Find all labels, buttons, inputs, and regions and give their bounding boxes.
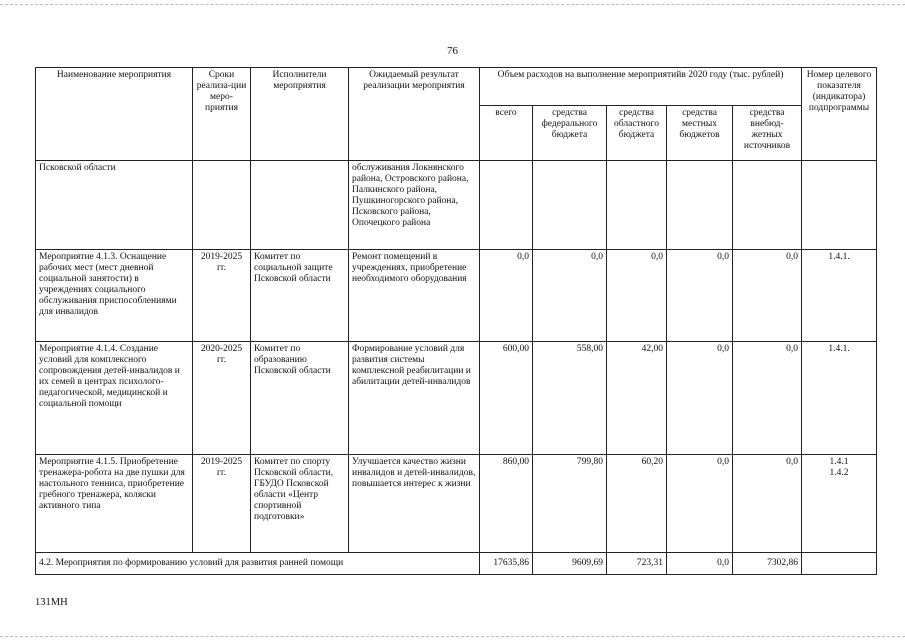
header-extra: средства внебюд-жетных источников bbox=[733, 106, 802, 161]
section-extra: 7302,86 bbox=[733, 553, 802, 575]
row-term bbox=[193, 161, 251, 250]
indicator-code: 1.4.2 bbox=[829, 468, 849, 478]
row-local bbox=[667, 161, 733, 250]
indicator-code: 1.4.1 bbox=[829, 457, 849, 467]
scan-edge-bottom bbox=[0, 636, 905, 637]
row-regional: 60,20 bbox=[607, 455, 667, 553]
header-total: всего bbox=[480, 106, 533, 161]
header-name: Наименование мероприятия bbox=[36, 68, 193, 161]
section-local: 0,0 bbox=[667, 553, 733, 575]
row-total: 860,00 bbox=[480, 455, 533, 553]
row-result: Улучшается качество жизни инвалидов и детей-инвалидов, повышается интерес к жизни bbox=[349, 455, 480, 553]
indicator-code: 1.4.1. bbox=[828, 344, 850, 354]
scan-edge-top bbox=[0, 4, 905, 5]
header-executors: Исполнители мероприятия bbox=[251, 68, 349, 161]
row-local: 0,0 bbox=[667, 342, 733, 455]
header-result: Ожидаемый результат реализации мероприятия bbox=[349, 68, 480, 161]
header-expenses: Объем расходов на выполнение мероприятийв 2020 году (тыс. рублей) bbox=[480, 68, 802, 106]
row-indicator bbox=[802, 342, 877, 455]
row-extra: 0,0 bbox=[733, 250, 802, 342]
row-extra bbox=[733, 161, 802, 250]
row-term: 2019-2025 гг. bbox=[193, 455, 251, 553]
row-term: 2020-2025 гг. bbox=[193, 342, 251, 455]
row-extra: 0,0 bbox=[733, 342, 802, 455]
indicator-code: 1.4.1. bbox=[828, 252, 850, 262]
row-executor: Комитет по спорту Псковской области, ГБУДО Псковской области «Центр спортивной подготовки» bbox=[251, 455, 349, 553]
section-total: 17635,86 bbox=[480, 553, 533, 575]
row-result: обслуживания Локнянского района, Островского района, Палкинского района, Пушкиногорского района, Псковского района, Опочецкого района bbox=[349, 161, 480, 250]
row-executor: Комитет по социальной защите Псковской области bbox=[251, 250, 349, 342]
header-row-top bbox=[36, 68, 877, 106]
row-regional: 42,00 bbox=[607, 342, 667, 455]
table-row bbox=[36, 250, 877, 342]
row-extra: 0,0 bbox=[733, 455, 802, 553]
row-term: 2019-2025 гг. bbox=[193, 250, 251, 342]
row-total: 0,0 bbox=[480, 250, 533, 342]
row-total: 600,00 bbox=[480, 342, 533, 455]
row-result: Формирование условий для развития системы комплексной реабилитации и абилитации детей-инвалидов bbox=[349, 342, 480, 455]
row-local: 0,0 bbox=[667, 455, 733, 553]
section-row bbox=[36, 553, 877, 575]
header-indicator: Номер целевого показателя (индикатора) подпрограммы bbox=[802, 68, 877, 161]
row-indicator bbox=[802, 455, 877, 553]
expenses-table bbox=[35, 67, 877, 575]
row-executor bbox=[251, 161, 349, 250]
row-name: Мероприятие 4.1.4. Создание условий для комплексного сопровождения детей-инвалидов и их семей в центрах психолого-педагогической, медицинской и социальной помощи bbox=[36, 342, 193, 455]
header-term: Сроки реализа-ции меро-приятия bbox=[193, 68, 251, 161]
header-local: средства местных бюджетов bbox=[667, 106, 733, 161]
page-number: 76 bbox=[447, 45, 458, 57]
row-federal: 558,00 bbox=[533, 342, 607, 455]
header-federal: средства федерального бюджета bbox=[533, 106, 607, 161]
row-regional: 0,0 bbox=[607, 250, 667, 342]
row-local: 0,0 bbox=[667, 250, 733, 342]
row-name: Мероприятие 4.1.5. Приобретение тренажера-робота на две пушки для настольного тенниса, приобретение гребного тренажера, коляски активного типа bbox=[36, 455, 193, 553]
document-code: 131МН bbox=[35, 597, 68, 608]
section-indicator bbox=[802, 553, 877, 575]
section-regional: 723,31 bbox=[607, 553, 667, 575]
row-indicator bbox=[802, 161, 877, 250]
row-name: Мероприятие 4.1.3. Оснащение рабочих мест (мест дневной социальной занятости) в учреждениях социального обслуживания приспособлениями для инвалидов bbox=[36, 250, 193, 342]
row-total bbox=[480, 161, 533, 250]
row-executor: Комитет по образованию Псковской области bbox=[251, 342, 349, 455]
row-federal: 799,80 bbox=[533, 455, 607, 553]
section-federal: 9609,69 bbox=[533, 553, 607, 575]
row-indicator bbox=[802, 250, 877, 342]
row-result: Ремонт помещений в учреждениях, приобретение необходимого оборудования bbox=[349, 250, 480, 342]
row-federal bbox=[533, 161, 607, 250]
table-row bbox=[36, 455, 877, 553]
row-name: Псковской области bbox=[36, 161, 193, 250]
row-regional bbox=[607, 161, 667, 250]
table-row bbox=[36, 161, 877, 250]
header-regional: средства областного бюджета bbox=[607, 106, 667, 161]
table-row bbox=[36, 342, 877, 455]
row-federal: 0,0 bbox=[533, 250, 607, 342]
section-label: 4.2. Мероприятия по формированию условий для развития ранней помощи bbox=[36, 553, 480, 575]
